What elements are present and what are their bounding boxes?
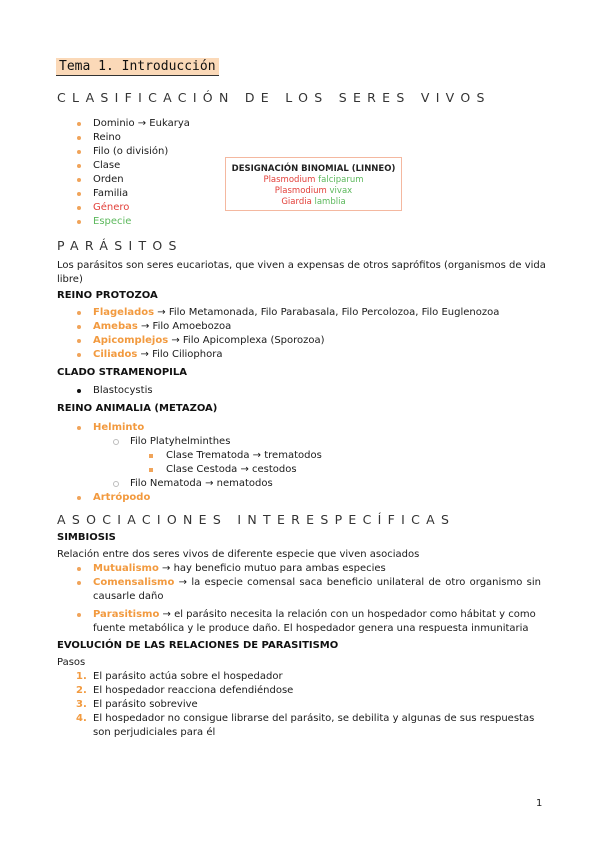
bullet xyxy=(77,339,81,343)
bullet xyxy=(113,481,119,487)
heading-animalia: REINO ANIMALIA (METAZOA) xyxy=(57,403,218,414)
list-item: Reino xyxy=(93,132,121,143)
list-item: Comensalismo → la especie comensal saca beneficio unilateral de otro organismo sin causarle daño xyxy=(93,577,541,602)
list-item: Filo Nematoda → nematodos xyxy=(130,478,273,489)
list-item: Dominio → Eukarya xyxy=(93,118,190,129)
list-item: Mutualismo → hay beneficio mutuo para ambas especies xyxy=(93,563,386,574)
list-item: Clase xyxy=(93,160,121,171)
list-item: Orden xyxy=(93,174,124,185)
step-text-continuation: son perjudiciales para él xyxy=(93,727,216,738)
list-item: Blastocystis xyxy=(93,385,153,396)
bullet xyxy=(77,178,81,182)
section-heading-asociaciones: ASOCIACIONES INTERESPECÍFICAS xyxy=(57,512,456,527)
bullet xyxy=(77,220,81,224)
step-text: El hospedador no consigue librarse del parásito, se debilita y algunas de sus respuestas xyxy=(93,713,535,724)
list-item: Flagelados → Filo Metamonada, Filo Parabasala, Filo Percolozoa, Filo Euglenozoa xyxy=(93,307,500,318)
binomial-heading: DESIGNACIÓN BINOMIAL (LINNEO) xyxy=(231,164,396,174)
bullet xyxy=(77,567,81,571)
binomial-example: Plasmodium falciparum xyxy=(263,175,364,185)
bullet xyxy=(77,311,81,315)
step-text: El hospedador reacciona defendiéndose xyxy=(93,685,294,696)
paragraph-line: Pasos xyxy=(57,657,86,668)
binomial-example: Plasmodium vivax xyxy=(274,186,353,196)
list-item-genero: Género xyxy=(93,202,130,213)
step-number: 1. xyxy=(76,671,87,682)
section-heading-clasificacion: CLASIFICACIÓN DE LOS SERES VIVOS xyxy=(57,90,491,105)
step-number: 4. xyxy=(76,713,87,724)
bullet xyxy=(77,150,81,154)
bullet xyxy=(77,192,81,196)
bullet xyxy=(77,613,81,617)
heading-stramenopila: CLADO STRAMENOPILA xyxy=(57,367,188,378)
list-item: Filo (o división) xyxy=(93,146,169,157)
page-title: Tema 1. Introducción xyxy=(56,58,219,76)
bullet xyxy=(77,389,81,393)
binomial-box xyxy=(225,157,402,211)
list-item: Apicomplejos → Filo Apicomplexa (Sporozoa) xyxy=(93,335,325,346)
bullet xyxy=(77,122,81,126)
list-item: Amebas → Filo Amoebozoa xyxy=(93,321,232,332)
heading-simbiosis: SIMBIOSIS xyxy=(57,532,116,543)
bullet xyxy=(77,353,81,357)
bullet xyxy=(149,468,153,472)
list-item-helminto: Helminto xyxy=(93,422,145,433)
list-item: Filo Platyhelminthes xyxy=(130,436,231,447)
step-text: El parásito sobrevive xyxy=(93,699,198,710)
list-item-especie: Especie xyxy=(93,216,132,227)
step-number: 2. xyxy=(76,685,87,696)
bullet xyxy=(77,206,81,210)
bullet xyxy=(77,426,81,430)
bullet xyxy=(149,454,153,458)
list-item: Parasitismo → el parásito necesita la relación con un hospedador como hábitat y como fuente metabólica y le produce daño. El hospedador genera una respuesta inmunitaria xyxy=(93,609,536,634)
paragraph-line: Relación entre dos seres vivos de diferente especie que viven asociados xyxy=(57,549,420,560)
bullet xyxy=(77,136,81,140)
bullet xyxy=(77,581,81,585)
section-heading-parasitos: PARÁSITOS xyxy=(57,238,183,253)
paragraph-line: Los parásitos son seres eucariotas, que viven a expensas de otros saprófitos (organismos de vida xyxy=(57,260,546,271)
list-item: Clase Cestoda → cestodos xyxy=(166,464,297,475)
bullet xyxy=(113,439,119,445)
page-number: 1 xyxy=(536,798,543,809)
paragraph-line: libre) xyxy=(57,274,83,285)
binomial-example: Giardia lamblia xyxy=(281,197,346,207)
list-item: Ciliados → Filo Ciliophora xyxy=(93,349,223,360)
list-item: Familia xyxy=(93,188,129,199)
bullet xyxy=(77,164,81,168)
bullet xyxy=(77,496,81,500)
step-text: El parásito actúa sobre el hospedador xyxy=(93,671,283,682)
heading-protozoa: REINO PROTOZOA xyxy=(57,290,158,301)
list-item: Clase Trematoda → trematodos xyxy=(166,450,322,461)
list-item-artropodo: Artrópodo xyxy=(93,492,151,503)
bullet xyxy=(77,325,81,329)
step-number: 3. xyxy=(76,699,87,710)
heading-evolucion: EVOLUCIÓN DE LAS RELACIONES DE PARASITISMO xyxy=(57,640,339,651)
